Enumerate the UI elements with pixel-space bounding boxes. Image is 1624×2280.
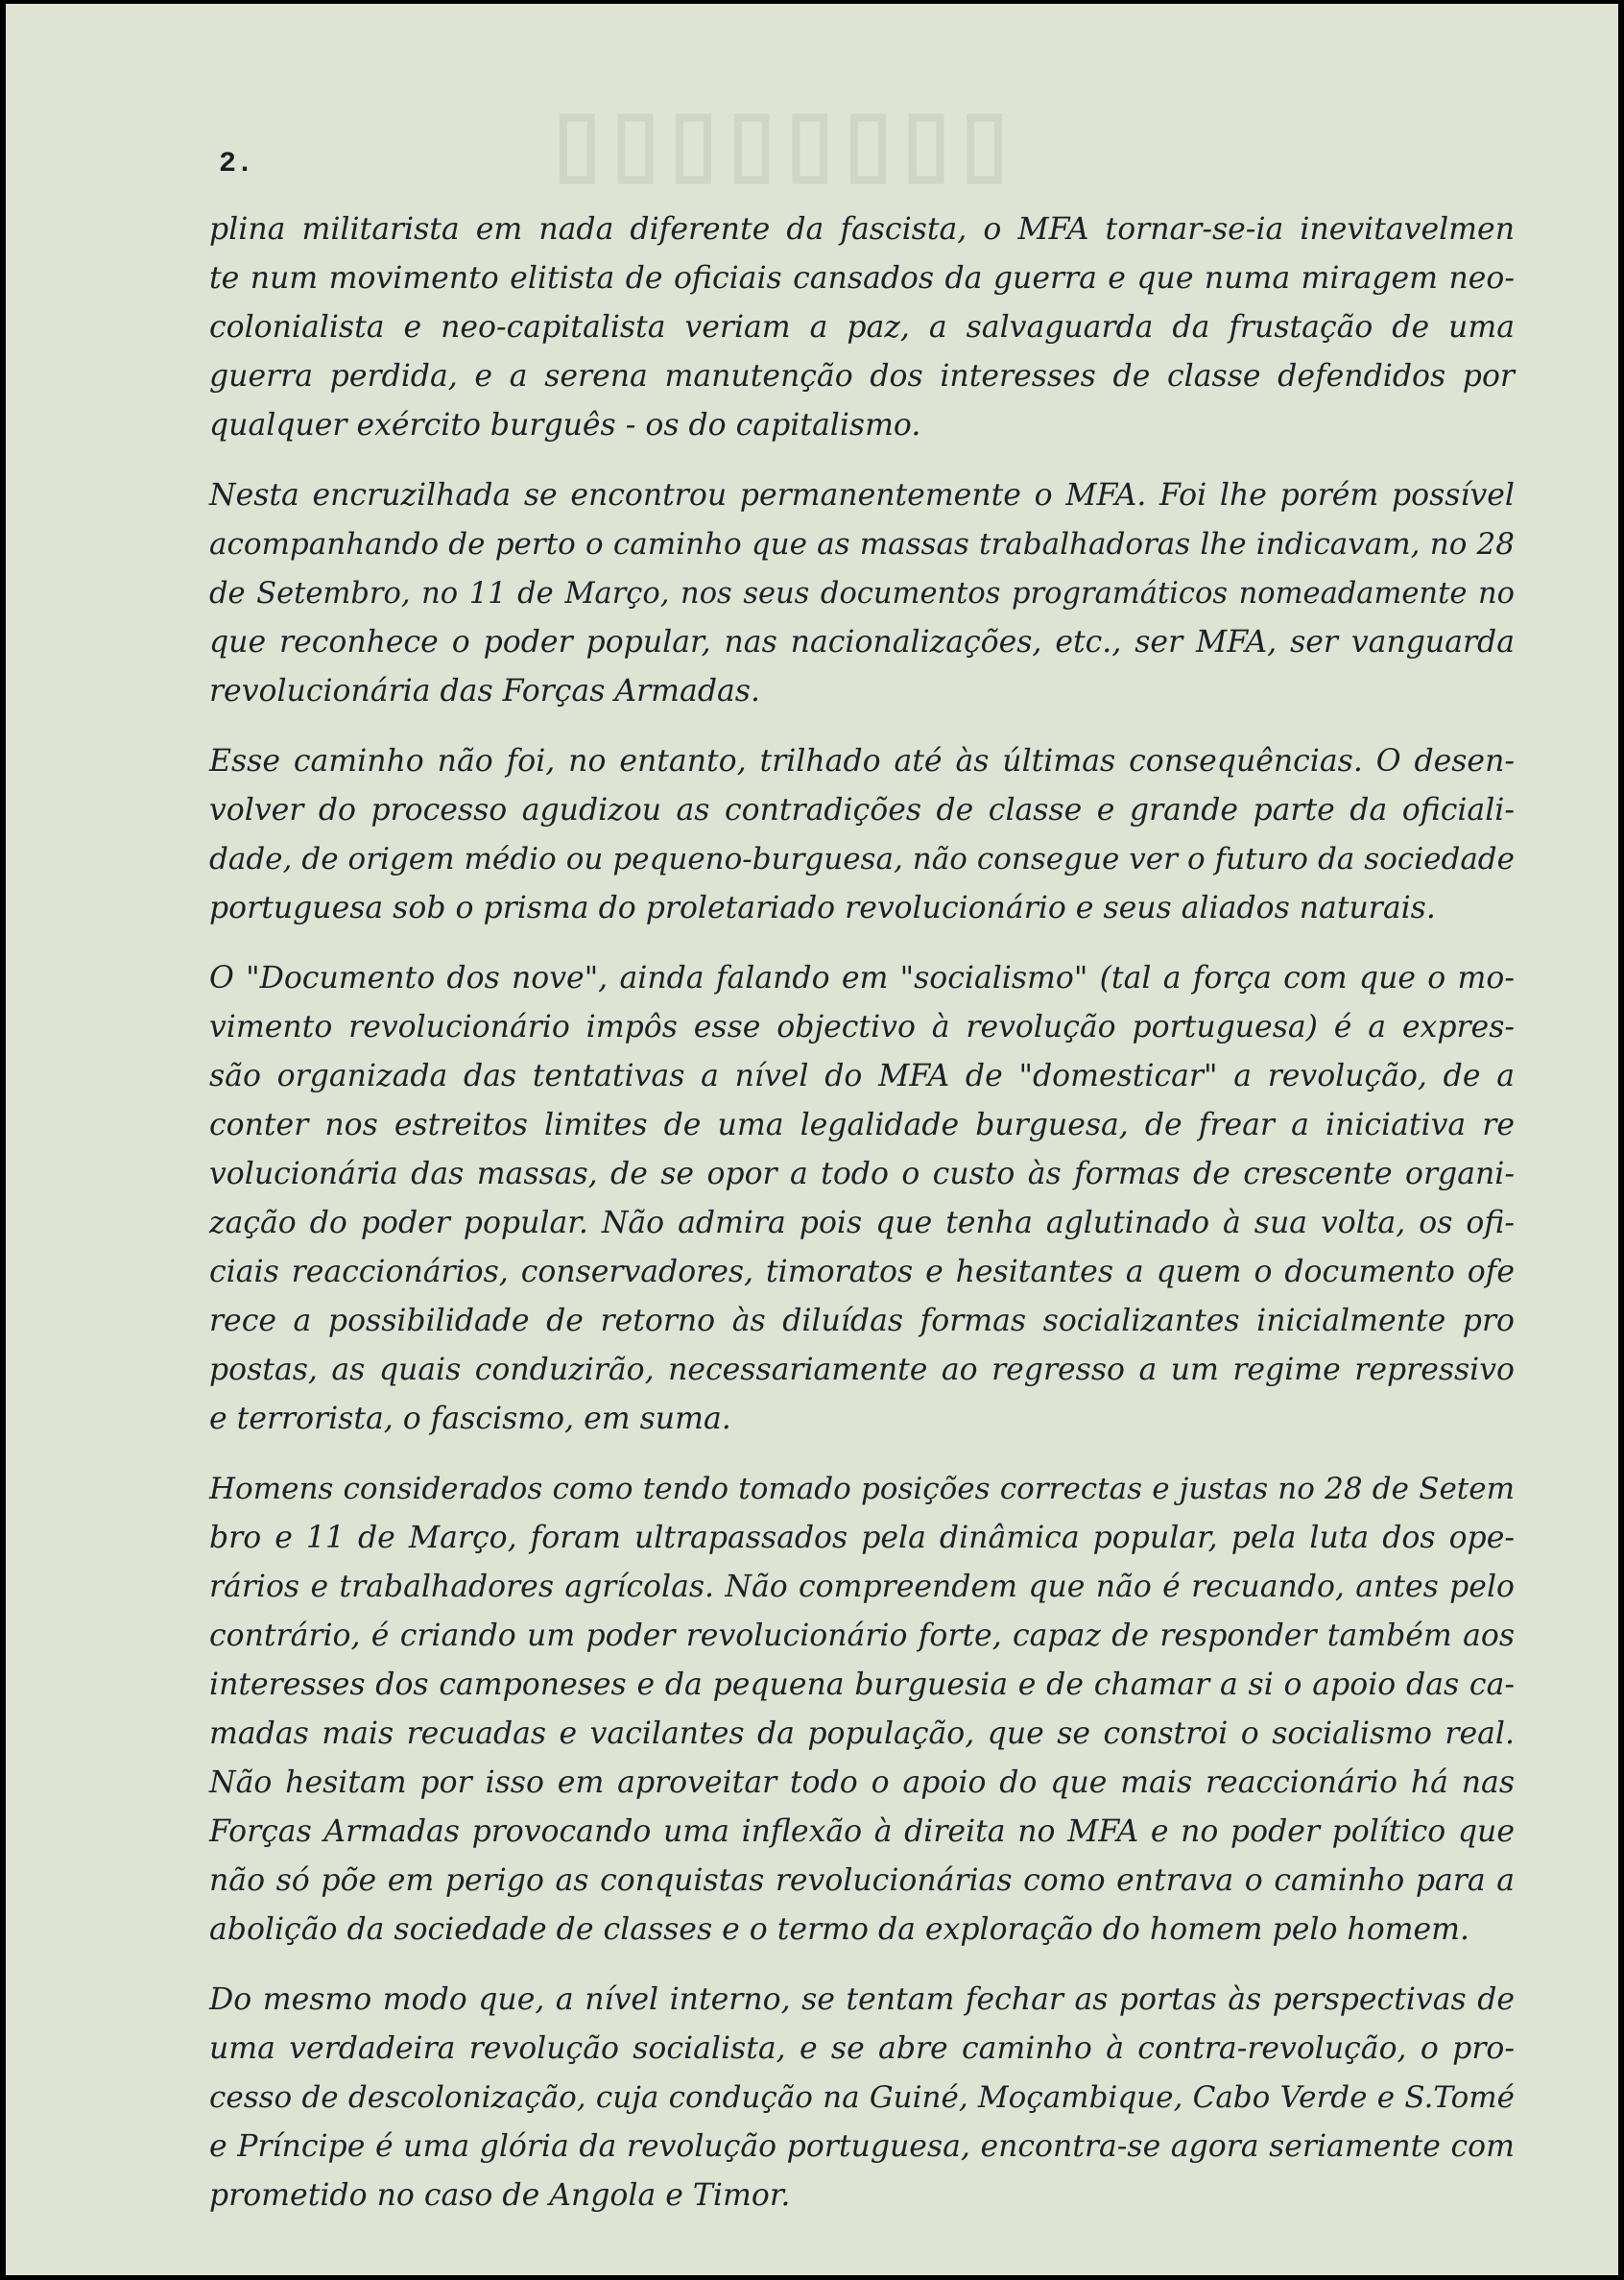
text-line: interesses dos camponeses e da pequena burguesia e de chamar a si o apoio das ca- bbox=[209, 1668, 1515, 1702]
text-line: rece a possibilidade de retorno às diluídas formas socializantes inicialmente pro bbox=[209, 1304, 1515, 1338]
text-line: O "Documento dos nove", ainda falando em "socialismo" (tal a força com que o mo- bbox=[209, 961, 1515, 996]
text-line: não só põe em perigo as conquistas revolucionárias como entrava o caminho para a bbox=[209, 1863, 1515, 1898]
text-line: vimento revolucionário impôs esse objectivo à revolução portuguesa) é a expres- bbox=[209, 1010, 1515, 1044]
text-line: Nesta encruzilhada se encontrou permanentemente o MFA. Foi lhe porém possível bbox=[209, 478, 1515, 513]
text-line: postas, as quais conduzirão, necessariamente ao regresso a um regime repressivo bbox=[209, 1353, 1515, 1387]
text-line: Esse caminho não foi, no entanto, trilhado até às últimas consequências. O desen- bbox=[209, 744, 1515, 779]
text-line: uma verdadeira revolução socialista, e se abre caminho à contra-revolução, o pro- bbox=[209, 2031, 1515, 2066]
text-line: portuguesa sob o prisma do proletariado revolucionário e seus aliados naturais. bbox=[209, 891, 1436, 925]
text-line: bro e 11 de Março, foram ultrapassados pela dinâmica popular, pela luta dos ope- bbox=[209, 1521, 1515, 1555]
document-body bbox=[209, 205, 1515, 2242]
paragraph bbox=[209, 954, 1515, 1444]
text-line: cesso de descolonização, cuja condução na Guiné, Moçambique, Cabo Verde e S.Tomé bbox=[209, 2080, 1515, 2115]
text-line: conter nos estreitos limites de uma legalidade burguesa, de frear a iniciativa re bbox=[209, 1108, 1515, 1142]
text-line: e terrorista, o fascismo, em suma. bbox=[209, 1402, 731, 1436]
text-line: volucionária das massas, de se opor a todo o custo às formas de crescente organi- bbox=[209, 1157, 1515, 1191]
text-line: Do mesmo modo que, a nível interno, se tentam fechar as portas às perspectivas de bbox=[209, 1982, 1515, 2017]
text-line: plina militarista em nada diferente da fascista, o MFA tornar-se-ia inevitavelmen bbox=[209, 212, 1515, 247]
paragraph bbox=[209, 1465, 1515, 1955]
document-page bbox=[6, 4, 1618, 2275]
paragraph bbox=[209, 737, 1515, 933]
text-line: contrário, é criando um poder revolucionário forte, capaz de responder também aos bbox=[209, 1619, 1515, 1653]
text-line: rários e trabalhadores agrícolas. Não compreendem que não é recuando, antes pelo bbox=[209, 1570, 1515, 1604]
text-line: são organizada das tentativas a nível do MFA de "domesticar" a revolução, de a bbox=[209, 1059, 1515, 1093]
text-line: de Setembro, no 11 de Março, nos seus documentos programáticos nomeadamente no bbox=[209, 577, 1515, 611]
text-line: dade, de origem médio ou pequeno-burguesa, não consegue ver o futuro da sociedade bbox=[209, 842, 1515, 876]
text-line: qualquer exército burguês - os do capitalismo. bbox=[209, 408, 921, 443]
text-line: madas mais recuadas e vacilantes da população, que se constroi o socialismo real. bbox=[209, 1716, 1515, 1751]
paragraph bbox=[209, 205, 1515, 450]
text-line: Forças Armadas provocando uma inflexão à direita no MFA e no poder político que bbox=[209, 1814, 1515, 1849]
text-line: Não hesitam por isso em aproveitar todo o apoio do que mais reaccionário há nas bbox=[209, 1765, 1515, 1800]
text-line: revolucionária das Forças Armadas. bbox=[209, 674, 760, 708]
text-line: colonialista e neo-capitalista veriam a paz, a salvaguarda da frustação de uma bbox=[209, 310, 1515, 345]
text-line: prometido no caso de Angola e Timor. bbox=[209, 2178, 791, 2213]
text-line: acompanhando de perto o caminho que as massas trabalhadoras lhe indicavam, no 28 bbox=[209, 527, 1515, 562]
text-line: zação do poder popular. Não admira pois que tenha aglutinado à sua volta, os ofi- bbox=[209, 1206, 1515, 1240]
paragraph bbox=[209, 1976, 1515, 2220]
text-line: abolição da sociedade de classes e o termo da exploração do homem pelo homem. bbox=[209, 1912, 1470, 1947]
paragraph bbox=[209, 471, 1515, 716]
text-line: e Príncipe é uma glória da revolução portuguesa, encontra-se agora seriamente com bbox=[209, 2129, 1515, 2164]
page-number: 2. bbox=[219, 148, 254, 180]
text-line: que reconhece o poder popular, nas nacionalizações, etc., ser MFA, ser vanguarda bbox=[209, 625, 1515, 660]
text-line: guerra perdida, e a serena manutenção dos interesses de classe defendidos por bbox=[209, 359, 1515, 394]
text-line: volver do processo agudizou as contradições de classe e grande parte da oficiali- bbox=[209, 793, 1515, 828]
text-line: te num movimento elitista de oficiais cansados da guerra e que numa miragem neo- bbox=[209, 261, 1515, 296]
text-line: ciais reaccionários, conservadores, timoratos e hesitantes a quem o documento ofe bbox=[209, 1255, 1515, 1289]
bleed-through-text: ▯▯▯▯▯▯▯▯ bbox=[543, 93, 1010, 191]
text-line: Homens considerados como tendo tomado posições correctas e justas no 28 de Setem bbox=[209, 1472, 1515, 1506]
